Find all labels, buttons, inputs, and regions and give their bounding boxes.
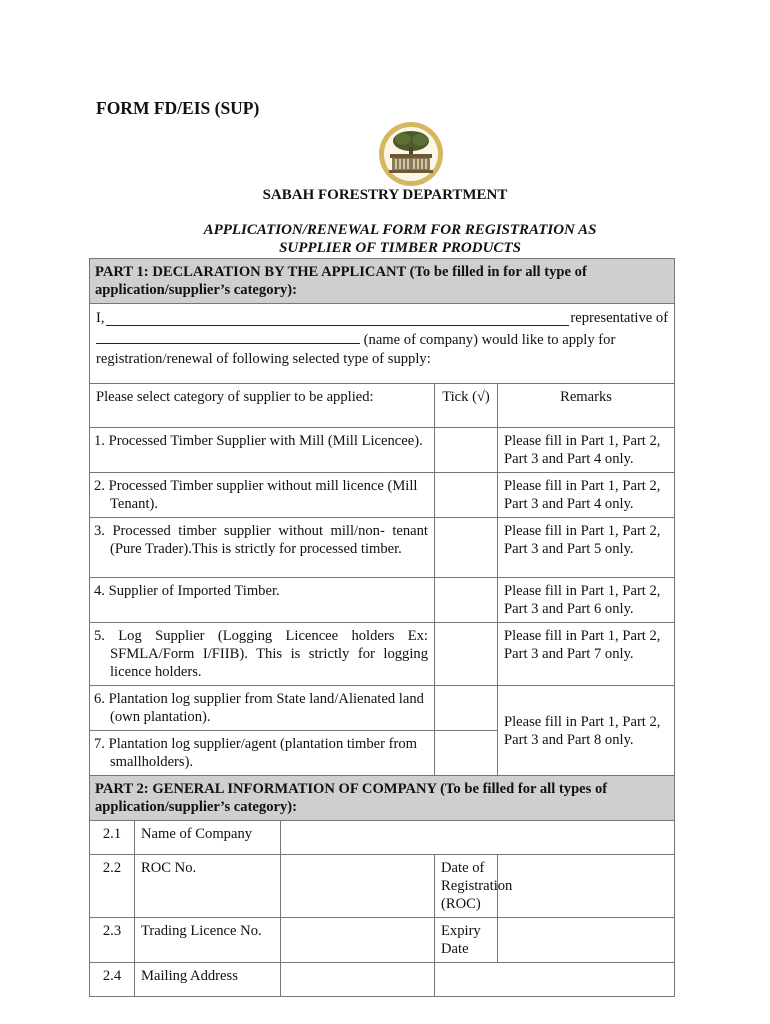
declaration	[90, 304, 675, 384]
company-info-row	[90, 855, 675, 918]
part2-heading-row	[90, 776, 675, 821]
category-row	[90, 623, 675, 686]
category-7: 7. Plantation log supplier/agent (plantation timber from smallholders).	[90, 731, 435, 776]
name-of-company-label: Name of Company	[135, 821, 281, 855]
tick-box-1[interactable]	[435, 428, 498, 473]
category-5: 5. Log Supplier (Logging Licencee holders Ex: SFMLA/Form I/FIIB). This is strictly for logging licence holders.	[90, 623, 435, 686]
category-3: 3. Processed timber supplier without mill/non- tenant (Pure Trader).This is strictly for processed timber.	[90, 518, 435, 578]
form-title-line2: SUPPLIER OF TIMBER PRODUCTS	[279, 240, 521, 256]
category-row	[90, 473, 675, 518]
date-of-registration-label: Date of Registration (ROC)	[435, 855, 498, 918]
category-row	[90, 686, 675, 731]
declaration-representative: representative of	[570, 310, 669, 326]
company-info-row	[90, 918, 675, 963]
date-of-registration-field[interactable]	[498, 855, 675, 918]
category-header-row	[90, 384, 675, 428]
applicant-name-field[interactable]	[106, 311, 570, 326]
category-column-header: Please select category of supplier to be applied:	[90, 384, 435, 428]
mailing-address-label: Mailing Address	[135, 963, 281, 997]
tick-box-4[interactable]	[435, 578, 498, 623]
remarks-3: Please fill in Part 1, Part 2, Part 3 and Part 5 only.	[498, 518, 675, 578]
category-row	[90, 518, 675, 578]
mailing-address-field[interactable]	[281, 963, 435, 997]
row-number: 2.3	[90, 918, 135, 963]
name-of-company-field[interactable]	[281, 821, 675, 855]
declaration-prefix: I,	[96, 310, 105, 326]
declaration-row	[90, 304, 675, 384]
company-info-row	[90, 963, 675, 997]
trading-licence-label: Trading Licence No.	[135, 918, 281, 963]
department-name: SABAH FORESTRY DEPARTMENT	[262, 187, 508, 203]
remarks-column-header: Remarks	[498, 384, 675, 428]
part1-heading-row	[90, 259, 675, 304]
company-name-field[interactable]	[96, 329, 360, 344]
tick-box-7[interactable]	[435, 731, 498, 776]
remarks-4: Please fill in Part 1, Part 2, Part 3 and Part 6 only.	[498, 578, 675, 623]
remarks-2: Please fill in Part 1, Part 2, Part 3 and Part 4 only.	[498, 473, 675, 518]
form-title-line1: APPLICATION/RENEWAL FORM FOR REGISTRATION AS	[203, 222, 597, 238]
form-code: FORM FD/EIS (SUP)	[96, 98, 260, 118]
declaration-company: (name of company) would like to apply for	[363, 331, 616, 348]
category-6: 6. Plantation log supplier from State land/Alienated land (own plantation).	[90, 686, 435, 731]
application-form-table	[89, 258, 675, 997]
row-number: 2.4	[90, 963, 135, 997]
tick-box-6[interactable]	[435, 686, 498, 731]
roc-no-field[interactable]	[281, 855, 435, 918]
row-number: 2.1	[90, 821, 135, 855]
part1-heading: PART 1: DECLARATION BY THE APPLICANT (To be filled in for all type of application/supplier’s category):	[90, 259, 675, 304]
tick-box-2[interactable]	[435, 473, 498, 518]
roc-no-label: ROC No.	[135, 855, 281, 918]
sabah-forestry-logo	[377, 121, 445, 187]
tick-box-5[interactable]	[435, 623, 498, 686]
mailing-address-field-extra[interactable]	[435, 963, 675, 997]
declaration-line3: registration/renewal of following selected type of supply:	[96, 351, 431, 367]
category-row	[90, 578, 675, 623]
category-1: 1. Processed Timber Supplier with Mill (Mill Licencee).	[90, 428, 435, 473]
expiry-date-field[interactable]	[498, 918, 675, 963]
category-2: 2. Processed Timber supplier without mill licence (Mill Tenant).	[90, 473, 435, 518]
category-row	[90, 428, 675, 473]
remarks-5: Please fill in Part 1, Part 2, Part 3 and Part 7 only.	[498, 623, 675, 686]
tick-box-3[interactable]	[435, 518, 498, 578]
tick-column-header: Tick (√)	[435, 384, 498, 428]
part2-heading: PART 2: GENERAL INFORMATION OF COMPANY (To be filled for all types of application/supplier’s category):	[90, 776, 675, 821]
expiry-date-label: Expiry Date	[435, 918, 498, 963]
remarks-6-7: Please fill in Part 1, Part 2, Part 3 and Part 8 only.	[498, 686, 675, 776]
category-4: 4. Supplier of Imported Timber.	[90, 578, 435, 623]
trading-licence-field[interactable]	[281, 918, 435, 963]
company-info-row	[90, 821, 675, 855]
remarks-1: Please fill in Part 1, Part 2, Part 3 and Part 4 only.	[498, 428, 675, 473]
row-number: 2.2	[90, 855, 135, 918]
